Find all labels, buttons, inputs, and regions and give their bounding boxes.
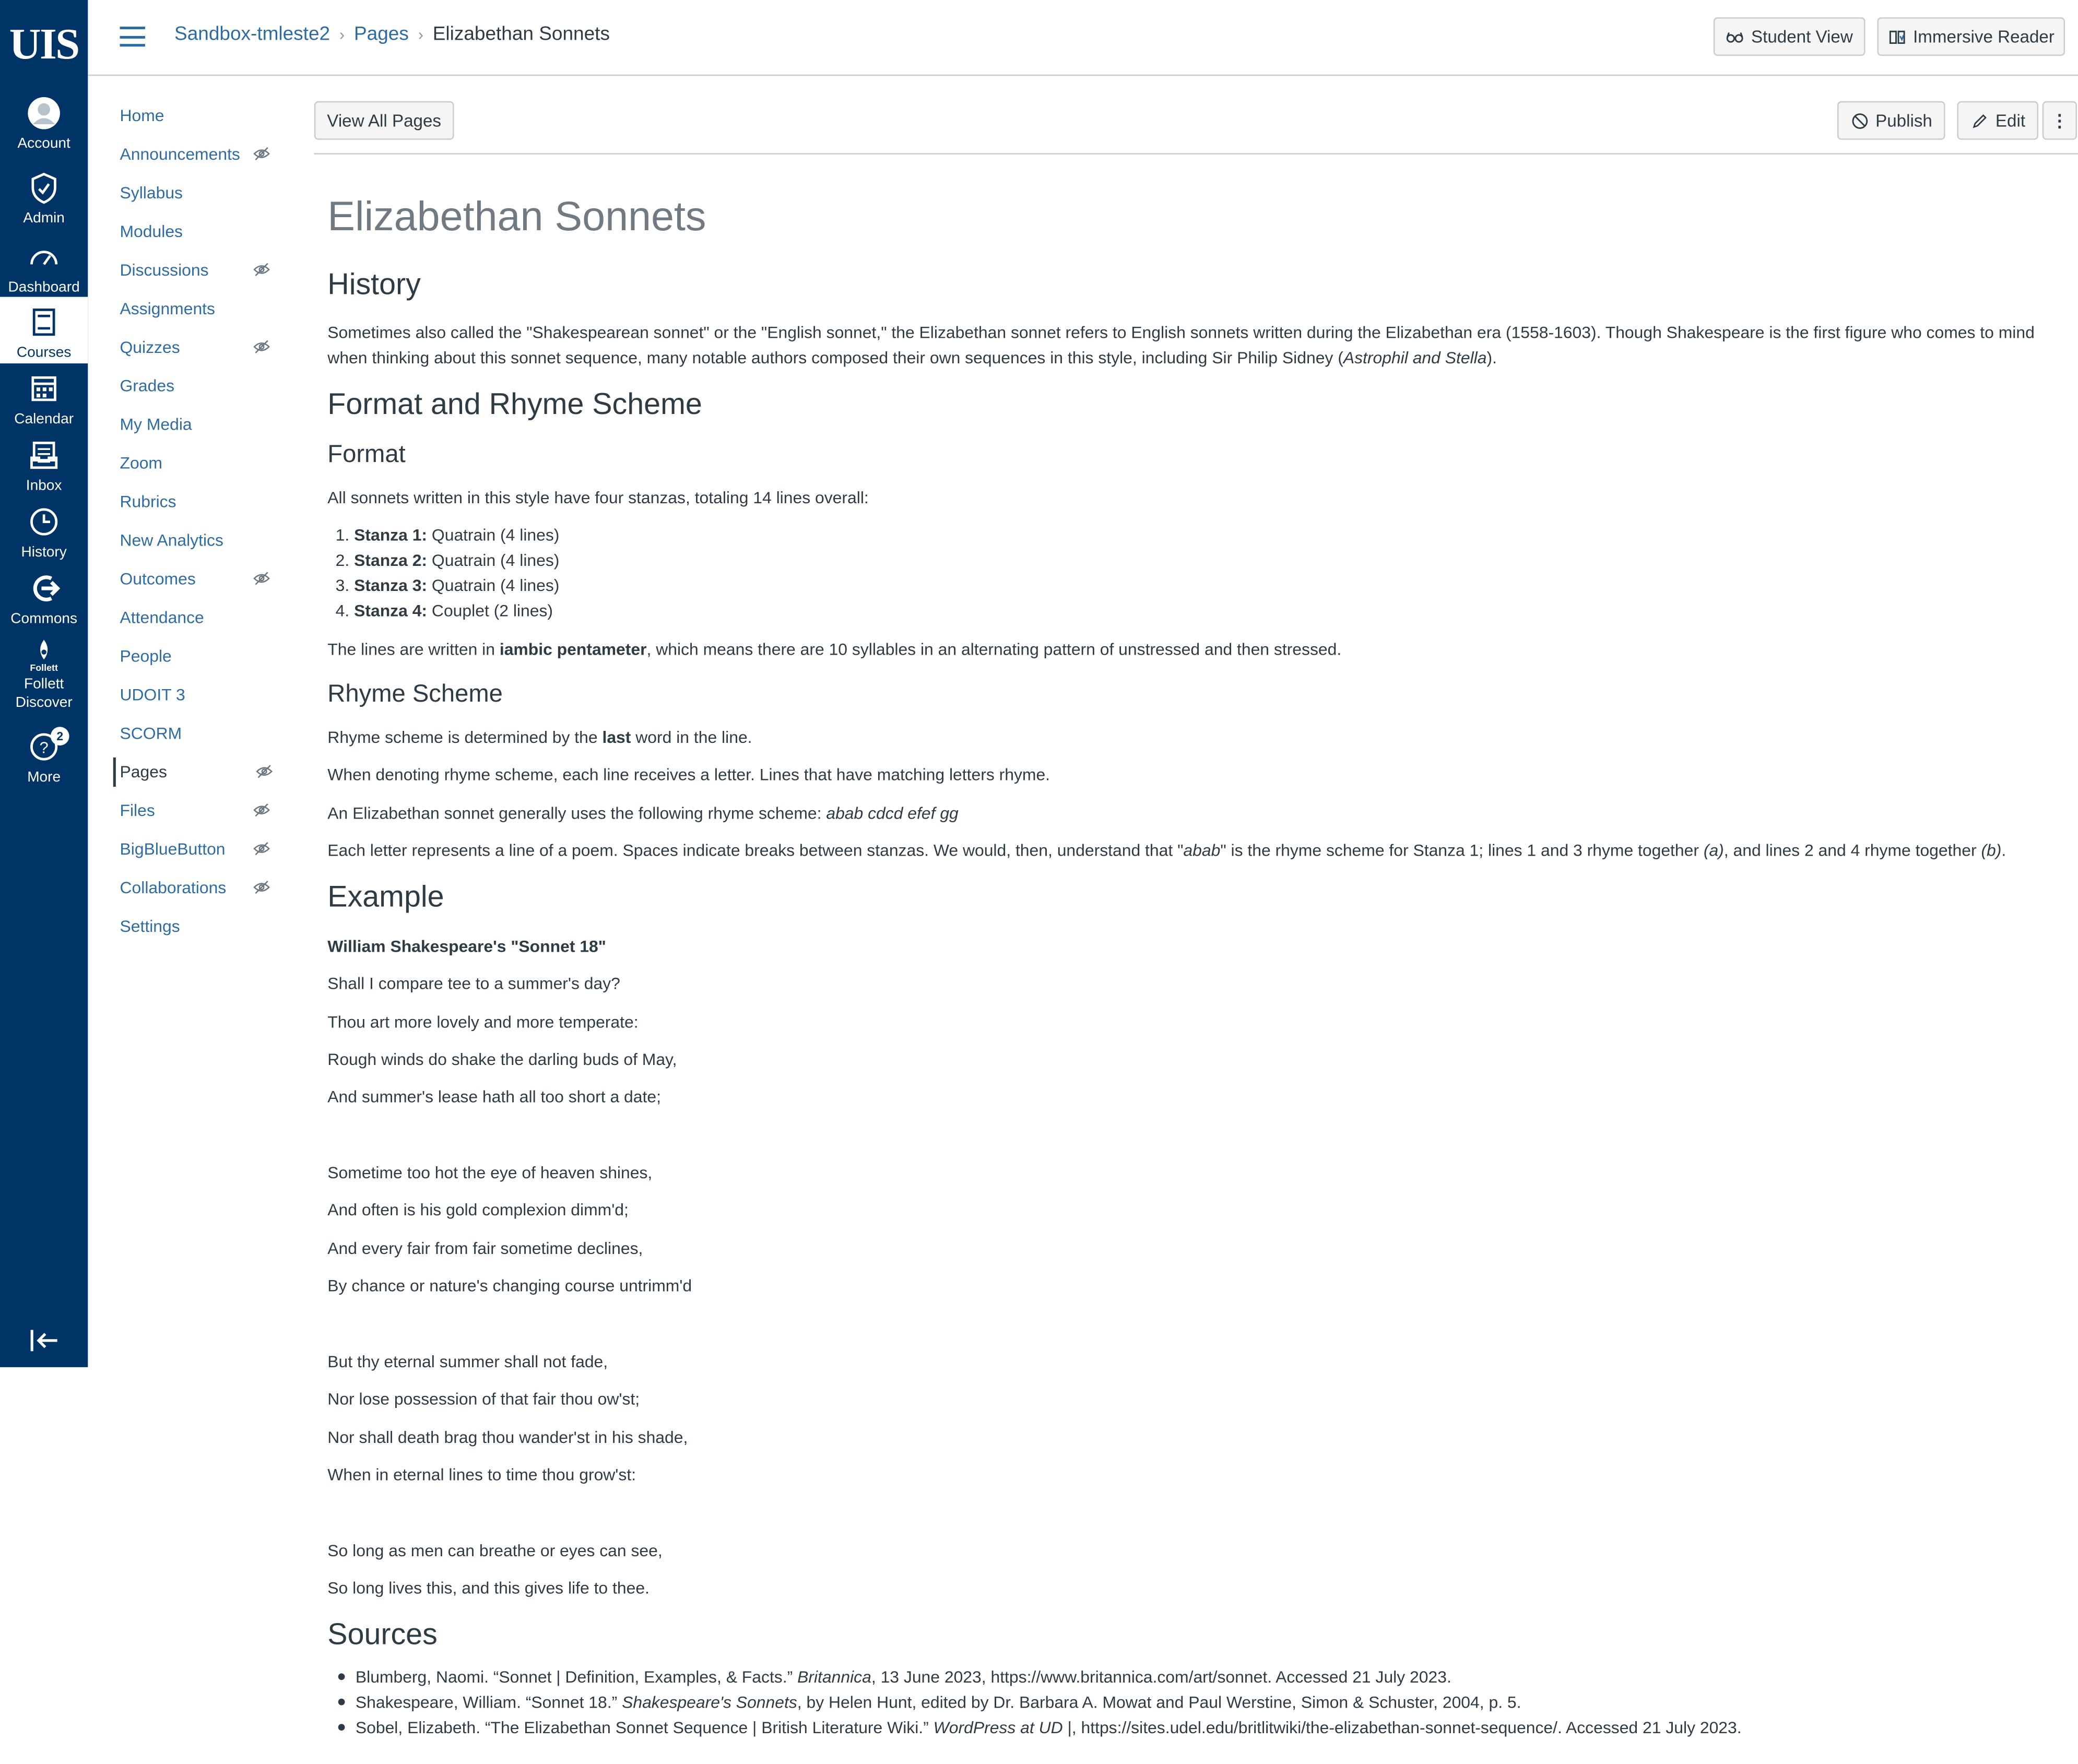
course-nav-syllabus[interactable] (113, 179, 284, 208)
global-nav-courses[interactable] (0, 297, 88, 364)
student-view-button[interactable] (1714, 17, 1866, 56)
global-nav-label: Dashboard (8, 279, 80, 296)
source-item (338, 1719, 1742, 1737)
iambic-text-end: , which means there are 10 syllables in an alternating pattern of unstressed and then stressed. (646, 640, 1342, 659)
admin-shield-icon (27, 170, 61, 205)
global-nav-label: Commons (10, 611, 78, 628)
hidden-from-students-icon (256, 764, 273, 779)
source-italic: WordPress at UD (933, 1719, 1063, 1737)
uis-logo[interactable]: UIS (9, 20, 79, 69)
format-rhyme-heading: Format and Rhyme Scheme (327, 387, 702, 421)
breadcrumb (174, 24, 610, 45)
source-text: Blumberg, Naomi. “Sonnet | Definition, Examples, & Facts.” (355, 1668, 798, 1687)
course-nav-discussions[interactable] (113, 256, 284, 285)
history-heading: History (327, 267, 421, 301)
page-header (88, 0, 2078, 76)
view-all-pages-button[interactable] (314, 101, 454, 140)
dashboard-icon (27, 240, 61, 274)
breadcrumb-current: Elizabethan Sonnets (432, 23, 610, 45)
poem-title: William Shakespeare's "Sonnet 18" (327, 937, 606, 956)
commons-icon (27, 571, 61, 606)
course-nav-label: Assignments (120, 299, 215, 318)
stanza-desc: Quatrain (4 lines) (427, 576, 560, 595)
hidden-from-students-icon (253, 147, 270, 161)
course-nav-label: Quizzes (120, 338, 180, 357)
course-nav-outcomes[interactable] (113, 564, 284, 594)
poem-line: When in eternal lines to time thou grow'st: (327, 1465, 636, 1485)
edit-label: Edit (1995, 110, 2026, 131)
stanza-desc: Couplet (2 lines) (427, 601, 553, 621)
course-nav-zoom[interactable] (113, 448, 284, 478)
rhyme-bold: last (602, 728, 631, 747)
list-number: 3. (335, 576, 350, 595)
inbox-icon (27, 438, 61, 472)
publish-button[interactable] (1837, 101, 1945, 140)
course-nav-modules[interactable] (113, 217, 284, 246)
course-nav-people[interactable] (113, 642, 284, 671)
list-number: 1. (335, 526, 350, 544)
stanza-item (336, 526, 560, 544)
calendar-icon (27, 371, 61, 406)
account-icon (27, 96, 61, 131)
global-nav (0, 0, 88, 1367)
course-nav-label: Zoom (120, 454, 162, 473)
breadcrumb-separator: › (418, 25, 423, 44)
global-nav-history[interactable] (0, 504, 88, 562)
course-nav-files[interactable] (113, 796, 284, 825)
global-nav-admin[interactable] (0, 170, 88, 228)
course-nav-pages[interactable] (113, 757, 287, 787)
course-nav-label: Rubrics (120, 492, 176, 512)
global-nav-label: Follett (23, 676, 64, 692)
course-nav-udoit-3[interactable] (113, 680, 284, 709)
rhyme-text-end: word in the line. (631, 728, 752, 747)
course-nav-home[interactable] (113, 101, 284, 131)
course-nav-label: People (120, 647, 172, 666)
glasses-icon (1726, 27, 1745, 46)
poem-line: Rough winds do shake the darling buds of May, (327, 1050, 677, 1069)
course-nav-label: My Media (120, 415, 192, 434)
global-nav-more[interactable] (0, 729, 88, 787)
hidden-from-students-icon (253, 262, 270, 277)
source-item (338, 1668, 1451, 1687)
poem-line: Thou art more lovely and more temperate: (327, 1013, 639, 1032)
toolbar-divider (314, 153, 2078, 155)
global-nav-dashboard[interactable] (0, 240, 88, 297)
global-nav-inbox[interactable] (0, 438, 88, 495)
global-nav-calendar[interactable] (0, 371, 88, 429)
view-all-pages-label: View All Pages (327, 110, 442, 131)
kebab-menu-icon: ⋮ (2051, 110, 2069, 130)
course-nav-attendance[interactable] (113, 603, 284, 632)
stanza-item (336, 551, 560, 570)
courses-icon (27, 305, 61, 339)
global-nav-label: Courses (16, 345, 72, 361)
poem-line: And often is his gold complexion dimm'd; (327, 1201, 629, 1220)
course-nav-label: Announcements (120, 145, 240, 164)
student-view-label: Student View (1751, 27, 1853, 47)
history-icon (27, 504, 61, 539)
poem-line: By chance or nature's changing course untrimm'd (327, 1276, 692, 1296)
immersive-reader-icon (1888, 27, 1907, 46)
rhyme-text: Rhyme scheme is determined by the (327, 728, 603, 747)
rhyme-italic: abab (1183, 841, 1221, 860)
hamburger-menu-icon[interactable] (120, 27, 145, 46)
rhyme-paragraph-2: When denoting rhyme scheme, each line receives a letter. Lines that have matching letters rhyme. (327, 765, 1050, 784)
poem-line: Sometime too hot the eye of heaven shines, (327, 1163, 653, 1182)
history-text: Sometimes also called the "Shakespearean sonnet" or the "English sonnet," the Elizabethan sonnet refers to English sonnets written during the Elizabethan era (1558-1603). Though Shakespeare is the first figure who comes to mind when thinking about this sonnet sequence, many notable authors composed their own sequences in this style, including Sir Philip Sidney ( (327, 323, 2035, 368)
course-nav-label: Syllabus (120, 183, 183, 203)
stanza-item (336, 602, 553, 621)
hidden-from-students-icon (253, 842, 270, 856)
notification-badge: 2 (51, 727, 69, 745)
stanza-label: Stanza 2: (354, 551, 428, 570)
iambic-paragraph (327, 641, 1341, 659)
list-number: 4. (335, 601, 350, 621)
course-nav-label: Files (120, 801, 155, 820)
hidden-from-students-icon (253, 339, 270, 354)
global-nav-follett-discover[interactable] (0, 636, 88, 712)
example-heading: Example (327, 880, 444, 914)
course-nav-settings[interactable] (113, 912, 284, 941)
history-text-italic: Astrophil and Stella (1343, 349, 1487, 368)
publish-label: Publish (1875, 110, 1932, 131)
immersive-reader-button[interactable] (1878, 17, 2065, 56)
course-nav-quizzes[interactable] (113, 333, 284, 362)
source-text-end: , by Helen Hunt, edited by Dr. Barbara A. Mowat and Paul Werstine, Simon & Schuster, 2004, p. 5. (797, 1693, 1521, 1712)
stanza-desc: Quatrain (4 lines) (427, 551, 560, 570)
stanza-desc: Quatrain (4 lines) (427, 526, 560, 544)
rhyme-text: " is the rhyme scheme for Stanza 1; lines 1 and 3 rhyme together (1220, 841, 1704, 860)
course-nav-rubrics[interactable] (113, 487, 284, 516)
course-nav-label: BigBlueButton (120, 840, 226, 859)
iambic-text: The lines are written in (327, 640, 500, 659)
course-nav-new-analytics[interactable] (113, 526, 284, 555)
format-intro: All sonnets written in this style have four stanzas, totaling 14 lines overall: (327, 488, 869, 507)
source-italic: Britannica (797, 1668, 871, 1687)
source-text: Sobel, Elizabeth. “The Elizabethan Sonnet Sequence | British Literature Wiki.” (355, 1719, 934, 1737)
rhyme-paragraph-4 (327, 842, 2006, 860)
stanza-label: Stanza 3: (354, 576, 428, 595)
breadcrumb-separator: › (339, 25, 345, 44)
stanza-label: Stanza 4: (354, 601, 428, 621)
course-nav-label: New Analytics (120, 531, 223, 550)
unpublished-icon (1850, 111, 1869, 130)
course-nav-label: Attendance (120, 608, 204, 628)
rhyme-text: An Elizabethan sonnet generally uses the following rhyme scheme: (327, 804, 827, 823)
global-nav-label: Account (17, 136, 70, 152)
course-nav-label: Pages (120, 763, 167, 782)
global-nav-commons[interactable] (0, 571, 88, 629)
course-nav-my-media[interactable] (113, 410, 284, 439)
course-nav-announcements[interactable] (113, 140, 284, 169)
course-nav-collaborations[interactable] (113, 873, 284, 903)
poem-line: But thy eternal summer shall not fade, (327, 1352, 608, 1371)
poem-line: So long lives this, and this gives life to thee. (327, 1579, 650, 1597)
global-nav-label: Inbox (26, 478, 62, 494)
course-nav-assignments[interactable] (113, 294, 284, 324)
course-nav-label: Discussions (120, 261, 209, 280)
bullet (338, 1674, 345, 1680)
follett-logo-text: Follett (30, 664, 58, 674)
course-nav-bigbluebutton[interactable] (113, 835, 284, 864)
course-nav-label: Settings (120, 917, 180, 936)
collapse-nav-icon[interactable] (28, 1327, 60, 1354)
rhyme-scheme-heading: Rhyme Scheme (327, 679, 503, 707)
source-italic: Shakespeare's Sonnets (622, 1693, 797, 1712)
poem-line: And every fair from fair sometime declines, (327, 1239, 643, 1258)
source-text-end: |, https://sites.udel.edu/britlitwiki/the-elizabethan-sonnet-sequence/. Accessed 21 July 2023. (1062, 1719, 1742, 1737)
follett-icon (27, 636, 61, 663)
bullet (338, 1699, 345, 1706)
global-nav-label: Admin (23, 210, 65, 227)
global-nav-account[interactable] (0, 96, 88, 153)
page-title: Elizabethan Sonnets (327, 193, 706, 240)
rhyme-text-end: . (2001, 841, 2006, 860)
poem-line: So long as men can breathe or eyes can see, (327, 1541, 663, 1560)
stanza-item (336, 576, 560, 595)
poem-line: Nor lose possession of that fair thou ow'st; (327, 1390, 640, 1408)
list-number: 2. (335, 551, 350, 570)
stanza-label: Stanza 1: (354, 526, 428, 544)
source-text: Shakespeare, William. “Sonnet 18.” (355, 1693, 622, 1712)
course-nav-grades[interactable] (113, 371, 284, 400)
course-nav-label: Collaborations (120, 879, 227, 897)
source-text-end: , 13 June 2023, https://www.britannica.com/art/sonnet. Accessed 21 July 2023. (871, 1668, 1451, 1687)
history-text-end: ). (1486, 349, 1497, 368)
sources-heading: Sources (327, 1617, 438, 1651)
pencil-icon (1970, 111, 1989, 130)
course-nav-scorm[interactable] (113, 719, 284, 748)
rhyme-scheme-italic: abab cdcd efef gg (826, 804, 959, 823)
global-nav-label: History (21, 544, 67, 561)
poem-line: Shall I compare tee to a summer's day? (327, 974, 620, 993)
rhyme-paragraph-1 (327, 728, 752, 747)
iambic-bold: iambic pentameter (499, 640, 647, 659)
global-nav-label: More (27, 769, 61, 786)
course-nav-label: UDOIT 3 (120, 685, 185, 704)
course-nav-label: SCORM (120, 724, 182, 743)
bullet (338, 1724, 345, 1731)
format-heading: Format (327, 439, 406, 468)
hidden-from-students-icon (253, 571, 270, 586)
edit-button[interactable] (1957, 101, 2039, 140)
rhyme-text: , and lines 2 and 4 rhyme together (1723, 841, 1981, 860)
hidden-from-students-icon (253, 880, 270, 895)
immersive-reader-label: Immersive Reader (1913, 27, 2055, 47)
course-nav-label: Modules (120, 222, 183, 241)
hidden-from-students-icon (253, 803, 270, 818)
global-nav-label: Discover (15, 695, 73, 711)
more-options-button[interactable] (2042, 101, 2077, 140)
history-paragraph (327, 321, 2045, 372)
rhyme-text: Each letter represents a line of a poem. Spaces indicate breaks between stanzas. We would, then, understand that " (327, 841, 1184, 860)
course-nav-label: Grades (120, 376, 175, 396)
poem-line: And summer's lease hath all too short a date; (327, 1087, 661, 1107)
global-nav-label: Calendar (14, 411, 74, 428)
svg-text:?: ? (39, 738, 49, 757)
rhyme-italic: (a) (1703, 841, 1724, 860)
course-nav-label: Outcomes (120, 570, 196, 589)
breadcrumb-course[interactable]: Sandbox-tmleste2 (174, 23, 330, 45)
course-nav-label: Home (120, 106, 164, 125)
poem-line: Nor shall death brag thou wander'st in his shade, (327, 1428, 688, 1447)
rhyme-paragraph-3 (327, 804, 959, 823)
source-item (338, 1694, 1521, 1712)
rhyme-italic: (b) (1981, 841, 2002, 860)
breadcrumb-pages[interactable]: Pages (353, 23, 409, 45)
